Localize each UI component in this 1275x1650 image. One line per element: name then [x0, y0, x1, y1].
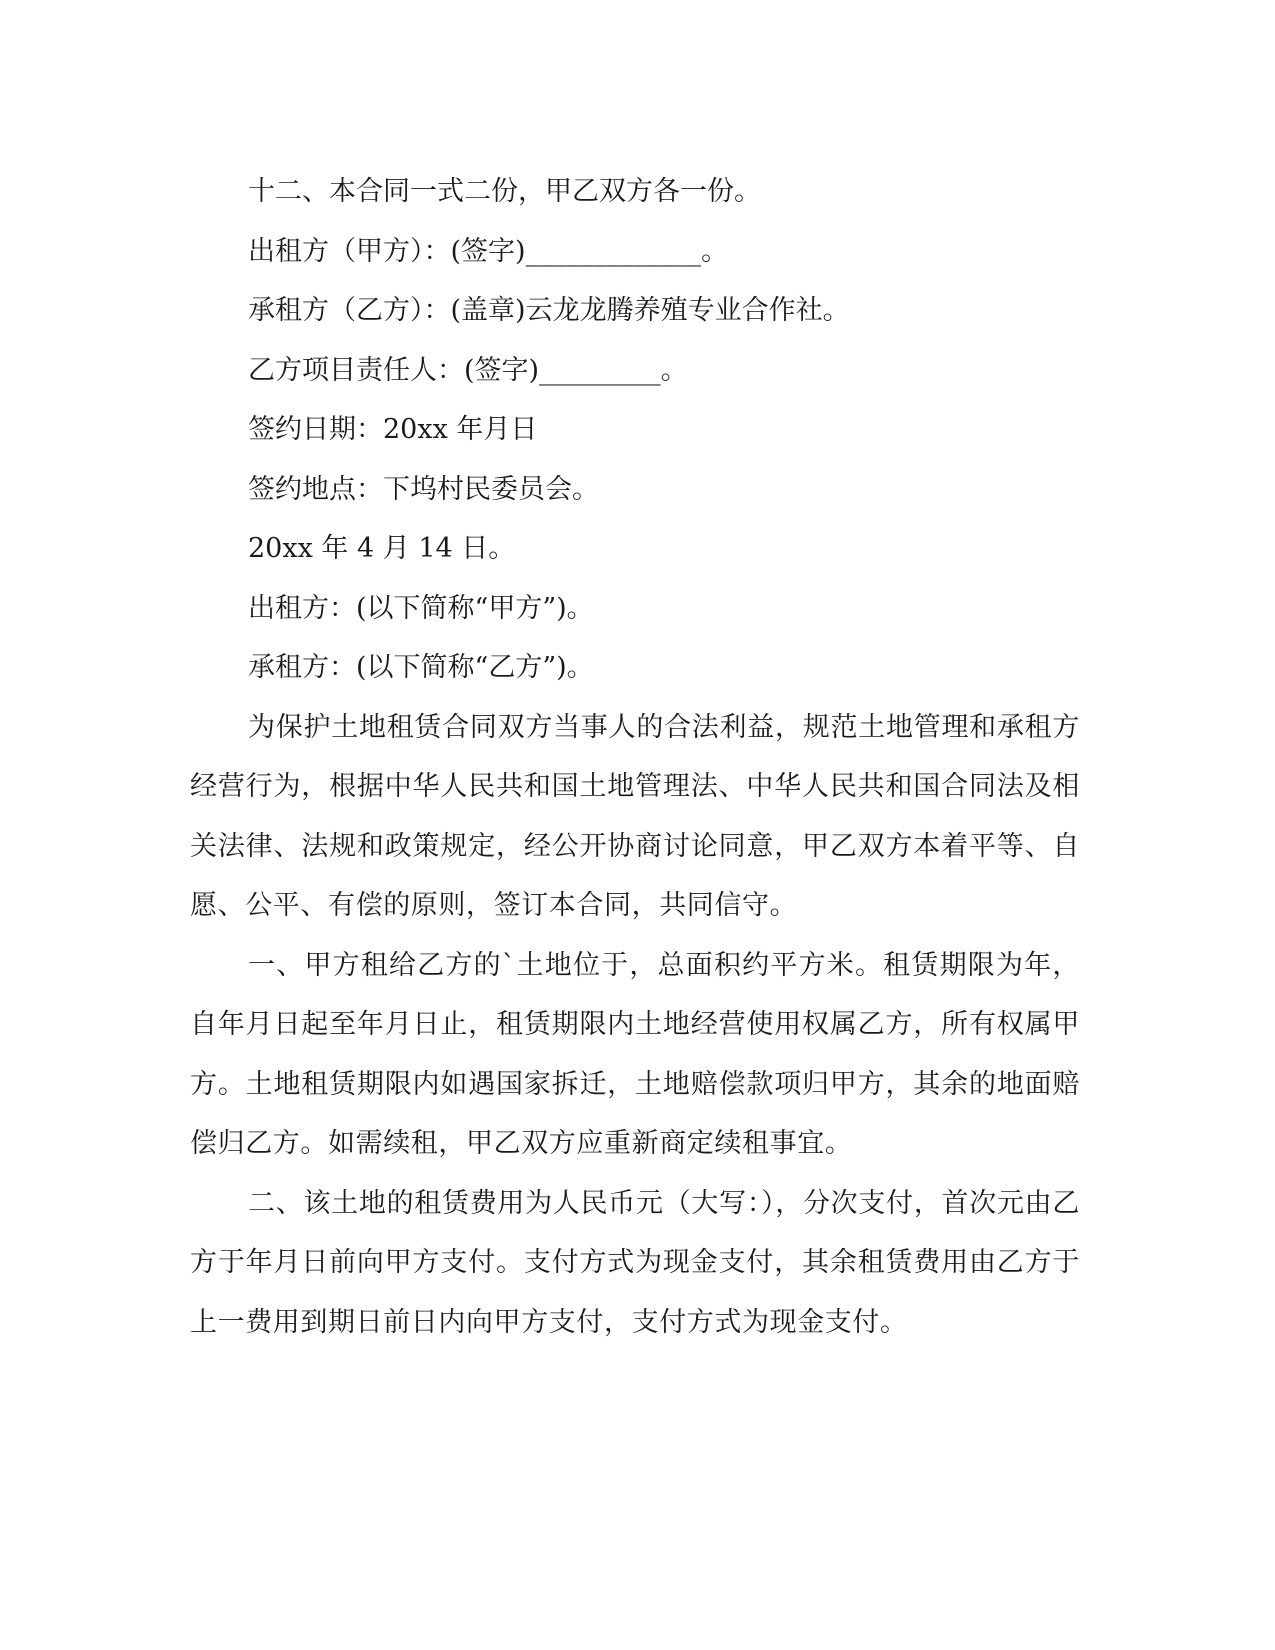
clause-twelve-line: 十二、本合同一式二份，甲乙双方各一份。	[248, 176, 761, 207]
document-date-line: 20xx 年 4 月 14 日。	[248, 533, 516, 564]
clause-two-paragraph: 二、该土地的租赁费用为人民币元（大写：），分次支付，首次元由乙方于年月日前向甲方支付。支付方式为现金支付，其余租赁费用由乙方于上一费用到期日前日内向甲方支付，支付方式为现金支付。	[190, 1187, 1080, 1338]
lessee-abbreviation-line: 承租方：(以下简称“乙方”)。	[248, 652, 594, 683]
document-body	[190, 162, 1080, 1352]
lessor-abbreviation-line: 出租方：(以下简称“甲方”)。	[248, 592, 594, 624]
signing-date-line: 签约日期：20xx 年月日	[248, 414, 538, 445]
lessor-signature-line: 出租方（甲方）：(签字)_____________。	[248, 235, 729, 267]
preamble-paragraph: 为保护土地租赁合同双方当事人的合法利益，规范土地管理和承租方经营行为，根据中华人民共和国土地管理法、中华人民共和国合同法及相关法律、法规和政策规定，经公开协商讨论同意，甲乙双方本着平等、自愿、公平、有偿的原则，签订本合同，共同信守。	[190, 711, 1080, 921]
signing-place-line: 签约地点：下坞村民委员会。	[248, 473, 599, 505]
clause-one-paragraph: 一、甲方租给乙方的`土地位于，总面积约平方米。租赁期限为年，自年月日起至年月日止，租赁期限内土地经营使用权属乙方，所有权属甲方。土地租赁期限内如遇国家拆迁，土地赔偿款项归甲方，其余的地面赔偿归乙方。如需续租，甲乙双方应重新商定续租事宜。	[190, 949, 1080, 1159]
lessee-project-manager-line: 乙方项目责任人：(签字)_________。	[248, 354, 688, 386]
lessee-seal-line: 承租方（乙方）：(盖章)云龙龙腾养殖专业合作社。	[248, 295, 850, 326]
